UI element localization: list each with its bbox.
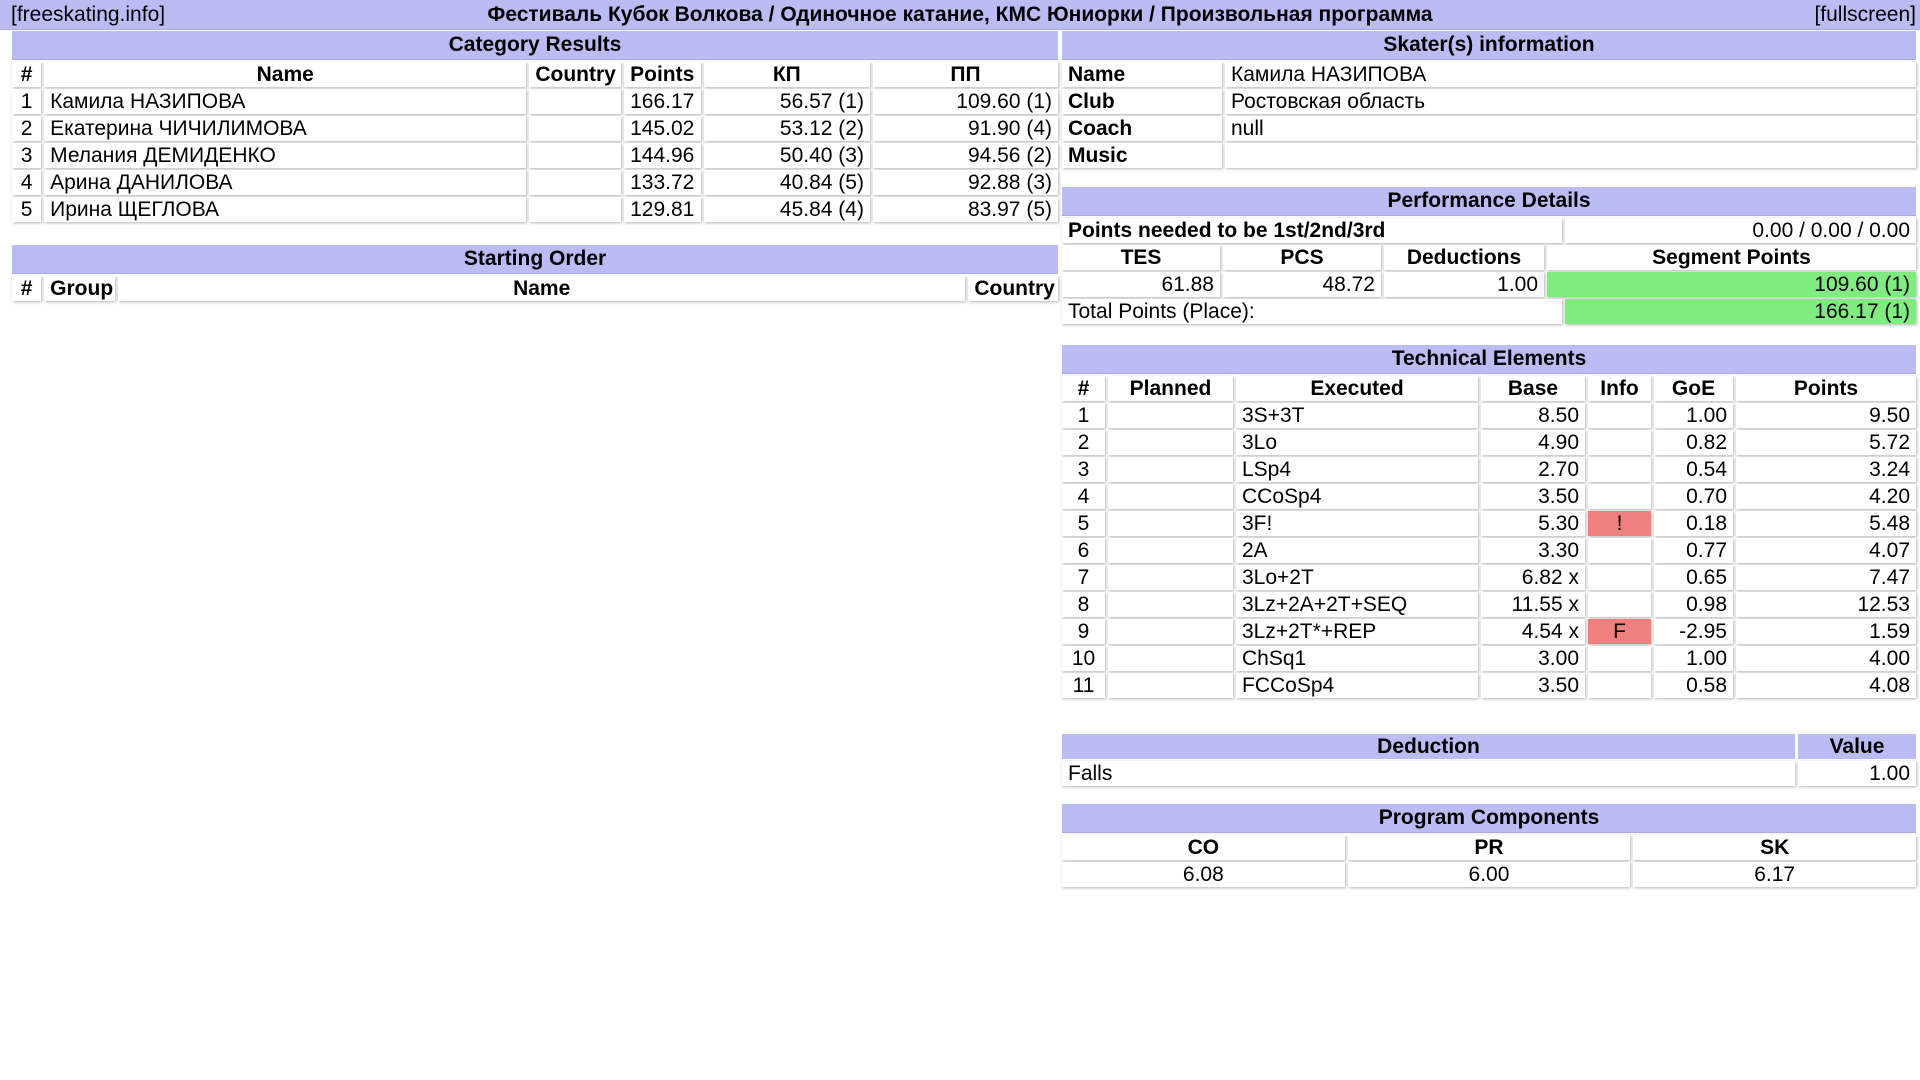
deduction-title: Deduction xyxy=(1062,734,1795,759)
music-value xyxy=(1225,143,1916,168)
element-planned xyxy=(1108,484,1233,509)
element-planned xyxy=(1108,592,1233,617)
element-executed: 3Lz+2T*+REP xyxy=(1236,619,1478,644)
category-results-title: Category Results xyxy=(12,31,1058,60)
element-points: 9.50 xyxy=(1736,403,1916,428)
pp-cell[interactable]: 92.88 (3) xyxy=(873,170,1058,195)
element-executed: ChSq1 xyxy=(1236,646,1478,671)
element-number: 6 xyxy=(1062,538,1105,563)
starting-order-panel xyxy=(12,245,1058,303)
element-planned xyxy=(1108,457,1233,482)
element-base: 3.30 xyxy=(1481,538,1585,563)
col-country: Country xyxy=(968,276,1058,301)
element-number: 11 xyxy=(1062,673,1105,698)
element-info-fall-badge: F xyxy=(1588,619,1651,644)
element-base: 6.82 x xyxy=(1481,565,1585,590)
program-components-header-row xyxy=(1062,835,1916,860)
rank-cell: 5 xyxy=(12,197,41,222)
element-row xyxy=(1062,565,1916,590)
category-results-header-row xyxy=(12,62,1058,87)
rank-cell: 4 xyxy=(12,170,41,195)
points-needed-row xyxy=(1062,218,1916,243)
col-tes: TES xyxy=(1062,245,1220,270)
element-points: 12.53 xyxy=(1736,592,1916,617)
club-value: Ростовская область xyxy=(1225,89,1916,114)
skater-info-row xyxy=(1062,143,1916,168)
fullscreen-link[interactable]: [fullscreen] xyxy=(1814,3,1916,26)
rank-cell: 1 xyxy=(12,89,41,114)
pp-cell[interactable]: 91.90 (4) xyxy=(873,116,1058,141)
element-goe: 0.18 xyxy=(1654,511,1733,536)
program-components-table xyxy=(1059,833,1919,889)
skater-info-row xyxy=(1062,89,1916,114)
technical-elements-table xyxy=(1059,374,1919,700)
element-info xyxy=(1588,484,1651,509)
deduction-row xyxy=(1062,761,1916,786)
element-points: 7.47 xyxy=(1736,565,1916,590)
element-goe: 0.65 xyxy=(1654,565,1733,590)
col-pr: PR xyxy=(1348,835,1631,860)
country-cell xyxy=(529,143,620,168)
deduction-table xyxy=(1059,732,1919,788)
element-row xyxy=(1062,619,1916,644)
element-info-warning-badge: ! xyxy=(1588,511,1651,536)
points-needed-value: 0.00 / 0.00 / 0.00 xyxy=(1565,218,1916,243)
starting-order-header-row xyxy=(12,276,1058,301)
element-planned xyxy=(1108,619,1233,644)
starting-order-table xyxy=(9,274,1061,303)
points-cell: 145.02 xyxy=(624,116,701,141)
element-points: 5.72 xyxy=(1736,430,1916,455)
table-row[interactable] xyxy=(12,89,1058,114)
pp-cell[interactable]: 94.56 (2) xyxy=(873,143,1058,168)
element-planned xyxy=(1108,565,1233,590)
element-base: 8.50 xyxy=(1481,403,1585,428)
element-points: 5.48 xyxy=(1736,511,1916,536)
program-components-values-row xyxy=(1062,862,1916,887)
category-results-table xyxy=(9,60,1061,224)
element-info xyxy=(1588,430,1651,455)
skater-name-cell[interactable]: Екатерина ЧИЧИЛИМОВА xyxy=(44,116,526,141)
starting-order-title: Starting Order xyxy=(12,245,1058,274)
element-executed: 3Lo xyxy=(1236,430,1478,455)
element-planned xyxy=(1108,538,1233,563)
page-title: Фестиваль Кубок Волкова / Одиночное катание, КМС Юниорки / Произвольная программа xyxy=(487,3,1433,26)
element-number: 2 xyxy=(1062,430,1105,455)
element-row xyxy=(1062,592,1916,617)
element-points: 4.07 xyxy=(1736,538,1916,563)
deduction-panel xyxy=(1062,732,1916,788)
coach-value: null xyxy=(1225,116,1916,141)
element-info xyxy=(1588,538,1651,563)
element-info xyxy=(1588,646,1651,671)
kp-cell[interactable]: 53.12 (2) xyxy=(704,116,870,141)
element-points: 1.59 xyxy=(1736,619,1916,644)
col-base: Base xyxy=(1481,376,1585,401)
element-points: 4.00 xyxy=(1736,646,1916,671)
element-base: 4.54 x xyxy=(1481,619,1585,644)
element-base: 2.70 xyxy=(1481,457,1585,482)
deduction-value: 1.00 xyxy=(1798,761,1916,786)
element-number: 7 xyxy=(1062,565,1105,590)
element-number: 3 xyxy=(1062,457,1105,482)
skater-info-table xyxy=(1059,60,1919,170)
element-base: 4.90 xyxy=(1481,430,1585,455)
kp-cell[interactable]: 45.84 (4) xyxy=(704,197,870,222)
element-goe: 1.00 xyxy=(1654,403,1733,428)
top-bar xyxy=(0,0,1920,30)
element-base: 5.30 xyxy=(1481,511,1585,536)
element-number: 9 xyxy=(1062,619,1105,644)
col-executed: Executed xyxy=(1236,376,1478,401)
element-goe: -2.95 xyxy=(1654,619,1733,644)
kp-cell[interactable]: 56.57 (1) xyxy=(704,89,870,114)
country-cell xyxy=(529,116,620,141)
total-points-row xyxy=(1062,299,1916,324)
country-cell xyxy=(529,170,620,195)
element-executed: 3F! xyxy=(1236,511,1478,536)
element-planned xyxy=(1108,511,1233,536)
technical-elements-title: Technical Elements xyxy=(1062,345,1916,374)
col-goe: GoE xyxy=(1654,376,1733,401)
program-components-panel xyxy=(1062,804,1916,889)
table-row[interactable] xyxy=(12,116,1058,141)
points-cell: 166.17 xyxy=(624,89,701,114)
element-number: 10 xyxy=(1062,646,1105,671)
element-row xyxy=(1062,673,1916,698)
element-executed: FCCoSp4 xyxy=(1236,673,1478,698)
element-number: 1 xyxy=(1062,403,1105,428)
element-number: 4 xyxy=(1062,484,1105,509)
skater-name-cell[interactable]: Мелания ДЕМИДЕНКО xyxy=(44,143,526,168)
col-sk: SK xyxy=(1633,835,1916,860)
score-values-row xyxy=(1062,272,1916,297)
element-row xyxy=(1062,511,1916,536)
deductions-value: 1.00 xyxy=(1384,272,1544,297)
deduction-value-header: Value xyxy=(1798,734,1916,759)
col-kp: КП xyxy=(704,62,870,87)
element-info xyxy=(1588,592,1651,617)
col-co: CO xyxy=(1062,835,1345,860)
score-header-row xyxy=(1062,245,1916,270)
element-executed: 3Lz+2A+2T+SEQ xyxy=(1236,592,1478,617)
skater-info-title: Skater(s) information xyxy=(1062,31,1916,60)
element-points: 4.20 xyxy=(1736,484,1916,509)
element-goe: 1.00 xyxy=(1654,646,1733,671)
element-points: 3.24 xyxy=(1736,457,1916,482)
sk-value: 6.17 xyxy=(1633,862,1916,887)
skater-name-label: Name xyxy=(1062,62,1222,87)
col-segment-points: Segment Points xyxy=(1547,245,1916,270)
club-label: Club xyxy=(1062,89,1222,114)
col-deductions: Deductions xyxy=(1384,245,1544,270)
points-cell: 144.96 xyxy=(624,143,701,168)
element-info xyxy=(1588,403,1651,428)
skater-name-cell[interactable]: Камила НАЗИПОВА xyxy=(44,89,526,114)
element-goe: 0.77 xyxy=(1654,538,1733,563)
total-points-label: Total Points (Place): xyxy=(1062,299,1562,324)
coach-label: Coach xyxy=(1062,116,1222,141)
element-row xyxy=(1062,403,1916,428)
element-row xyxy=(1062,457,1916,482)
element-planned xyxy=(1108,673,1233,698)
table-row[interactable] xyxy=(12,197,1058,222)
program-components-title: Program Components xyxy=(1062,804,1916,833)
skater-name-cell[interactable]: Ирина ЩЕГЛОВА xyxy=(44,197,526,222)
element-executed: 3S+3T xyxy=(1236,403,1478,428)
col-planned: Planned xyxy=(1108,376,1233,401)
co-value: 6.08 xyxy=(1062,862,1345,887)
rank-cell: 3 xyxy=(12,143,41,168)
col-pp: ПП xyxy=(873,62,1058,87)
category-results-panel xyxy=(12,30,1058,224)
element-row xyxy=(1062,484,1916,509)
col-rank: # xyxy=(12,62,41,87)
points-needed-label: Points needed to be 1st/2nd/3rd xyxy=(1062,218,1562,243)
col-name: Name xyxy=(118,276,965,301)
music-label: Music xyxy=(1062,143,1222,168)
col-country: Country xyxy=(529,62,620,87)
total-points-value: 166.17 (1) xyxy=(1565,299,1916,324)
col-name: Name xyxy=(44,62,526,87)
element-executed: LSp4 xyxy=(1236,457,1478,482)
points-needed-table xyxy=(1059,216,1919,245)
element-goe: 0.98 xyxy=(1654,592,1733,617)
table-row[interactable] xyxy=(12,170,1058,195)
pp-cell[interactable]: 83.97 (5) xyxy=(873,197,1058,222)
tes-value: 61.88 xyxy=(1062,272,1220,297)
skater-info-row xyxy=(1062,116,1916,141)
element-goe: 0.58 xyxy=(1654,673,1733,698)
element-row xyxy=(1062,430,1916,455)
segment-points-value: 109.60 (1) xyxy=(1547,272,1916,297)
rank-cell: 2 xyxy=(12,116,41,141)
kp-cell[interactable]: 40.84 (5) xyxy=(704,170,870,195)
element-planned xyxy=(1108,430,1233,455)
element-goe: 0.54 xyxy=(1654,457,1733,482)
deduction-header-row xyxy=(1062,734,1916,759)
site-link[interactable]: [freeskating.info] xyxy=(11,3,166,26)
technical-elements-panel xyxy=(1062,345,1916,700)
skater-name-value: Камила НАЗИПОВА xyxy=(1225,62,1916,87)
skater-info-row xyxy=(1062,62,1916,87)
element-base: 11.55 x xyxy=(1481,592,1585,617)
element-goe: 0.82 xyxy=(1654,430,1733,455)
score-table xyxy=(1059,243,1919,299)
element-row xyxy=(1062,538,1916,563)
col-points: Points xyxy=(624,62,701,87)
element-info xyxy=(1588,565,1651,590)
element-goe: 0.70 xyxy=(1654,484,1733,509)
col-group: Group xyxy=(44,276,115,301)
pr-value: 6.00 xyxy=(1348,862,1631,887)
points-cell: 129.81 xyxy=(624,197,701,222)
col-pcs: PCS xyxy=(1223,245,1381,270)
element-base: 3.50 xyxy=(1481,673,1585,698)
col-element-points: Points xyxy=(1736,376,1916,401)
kp-cell[interactable]: 50.40 (3) xyxy=(704,143,870,168)
element-base: 3.00 xyxy=(1481,646,1585,671)
pp-cell[interactable]: 109.60 (1) xyxy=(873,89,1058,114)
points-cell: 133.72 xyxy=(624,170,701,195)
element-info xyxy=(1588,457,1651,482)
element-number: 8 xyxy=(1062,592,1105,617)
element-number: 5 xyxy=(1062,511,1105,536)
pcs-value: 48.72 xyxy=(1223,272,1381,297)
country-cell xyxy=(529,197,620,222)
element-row xyxy=(1062,646,1916,671)
col-info: Info xyxy=(1588,376,1651,401)
col-element-number: # xyxy=(1062,376,1105,401)
element-base: 3.50 xyxy=(1481,484,1585,509)
element-info xyxy=(1588,673,1651,698)
element-executed: 2A xyxy=(1236,538,1478,563)
performance-panel xyxy=(1062,187,1916,326)
skater-name-cell[interactable]: Арина ДАНИЛОВА xyxy=(44,170,526,195)
element-planned xyxy=(1108,403,1233,428)
element-planned xyxy=(1108,646,1233,671)
country-cell xyxy=(529,89,620,114)
table-row[interactable] xyxy=(12,143,1058,168)
skater-info-panel xyxy=(1062,30,1916,170)
col-order: # xyxy=(12,276,41,301)
element-executed: 3Lo+2T xyxy=(1236,565,1478,590)
deduction-label: Falls xyxy=(1062,761,1795,786)
element-points: 4.08 xyxy=(1736,673,1916,698)
total-points-table xyxy=(1059,297,1919,326)
technical-elements-header-row xyxy=(1062,376,1916,401)
element-executed: CCoSp4 xyxy=(1236,484,1478,509)
performance-title: Performance Details xyxy=(1062,187,1916,216)
